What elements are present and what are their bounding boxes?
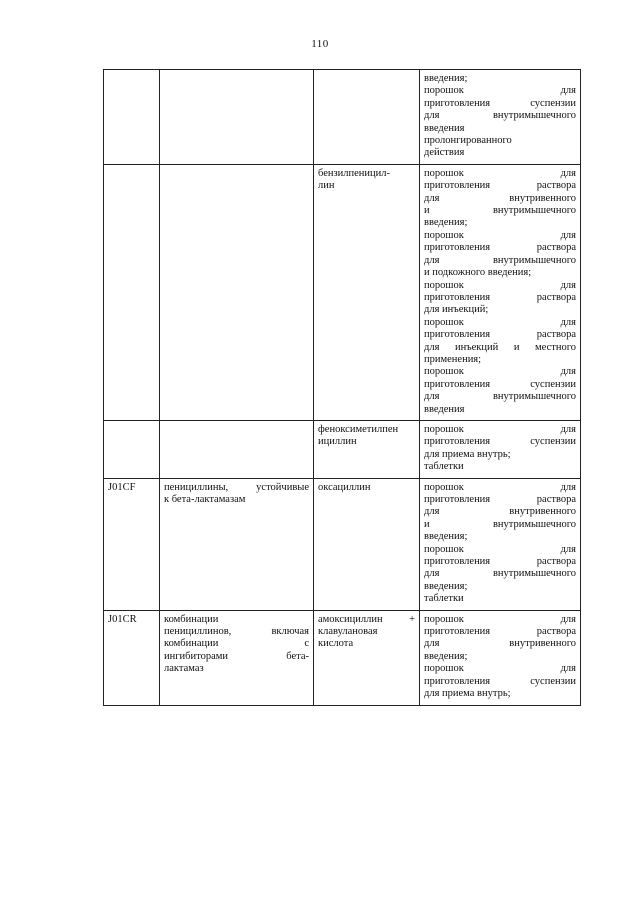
dosage-form-line: для внутримышечного	[424, 254, 576, 266]
dosage-form-line: приготовления раствора	[424, 291, 576, 303]
dosage-form-line: для инъекций;	[424, 304, 489, 316]
drug-name-line: кислота	[318, 638, 354, 650]
dosage-form-line: для приема внутрь;	[424, 448, 511, 460]
dosage-form-line: приготовления суспензии	[424, 436, 576, 448]
drug-group-line: пенициллины, устойчивые	[164, 481, 309, 493]
dosage-form-cell	[420, 70, 581, 165]
drug-name-line: лин	[318, 180, 335, 192]
dosage-form-line: порошок для	[424, 316, 576, 328]
drug-group-cell	[160, 420, 314, 478]
dosage-form-line: для внутримышечного	[424, 568, 576, 580]
page-number: 110	[311, 38, 329, 50]
dosage-form-line: применения;	[424, 353, 482, 365]
dosage-form-line: таблетки	[424, 461, 464, 473]
dosage-form-line: для внутривенного	[424, 638, 576, 650]
table-row	[104, 478, 581, 610]
dosage-form-line: введения;	[424, 73, 468, 84]
dosage-form-cell	[420, 610, 581, 705]
table-row	[104, 610, 581, 705]
drug-name-line: ициллин	[318, 436, 357, 448]
drug-name-line: феноксиметилпен	[318, 423, 399, 435]
dosage-form-line: приготовления раствора	[424, 626, 576, 638]
drug-group-cell	[160, 164, 314, 420]
drug-name-cell	[314, 164, 420, 420]
dosage-form-line: приготовления суспензии	[424, 378, 576, 390]
table-row	[104, 164, 581, 420]
dosage-form-line: введения;	[424, 650, 468, 662]
drug-name-line: оксациллин	[318, 481, 371, 493]
table-row	[104, 70, 581, 165]
dosage-form-line: действия	[424, 147, 465, 159]
dosage-form-line: порошок для	[424, 366, 576, 378]
dosage-form-line: порошок для	[424, 423, 576, 435]
table-body	[104, 70, 581, 706]
dosage-form-line: приготовления суспензии	[424, 675, 576, 687]
drug-group-line: комбинации с	[164, 638, 309, 650]
dosage-form-cell	[420, 478, 581, 610]
dosage-form-line: порошок для	[424, 85, 576, 97]
dosage-form-line: приготовления раствора	[424, 494, 576, 505]
drug-group-cell	[160, 610, 314, 705]
drug-name-line: клавулановая	[318, 626, 378, 638]
drug-name-line: амоксициллин +	[318, 613, 415, 625]
dosage-form-line: приготовления раствора	[424, 329, 576, 341]
drug-group-line: к бета-лактамазам	[164, 494, 246, 505]
dosage-form-line: для внутривенного	[424, 192, 576, 204]
dosage-form-line: порошок для	[424, 279, 576, 291]
dosage-form-line: введения;	[424, 217, 468, 229]
atc-code-cell	[104, 420, 160, 478]
dosage-form-line: для внутримышечного	[424, 110, 576, 122]
dosage-form-line: введения;	[424, 531, 468, 543]
dosage-form-line: таблетки	[424, 593, 464, 605]
atc-code-cell	[104, 164, 160, 420]
drug-name-cell	[314, 70, 420, 165]
drug-name-cell	[314, 478, 420, 610]
drug-name-cell	[314, 610, 420, 705]
drug-group-cell	[160, 70, 314, 165]
dosage-form-line: и внутримышечного	[424, 518, 576, 530]
dosage-form-line: введения;	[424, 580, 468, 592]
dosage-form-line: и внутримышечного	[424, 205, 576, 217]
dosage-form-line: введения	[424, 403, 465, 415]
dosage-form-line: порошок для	[424, 481, 576, 493]
drug-group-line: ингибиторами бета-	[164, 650, 309, 662]
dosage-form-line: порошок для	[424, 613, 576, 625]
table-row	[104, 420, 581, 478]
dosage-form-line: порошок для	[424, 543, 576, 555]
dosage-form-line: приготовления раствора	[424, 242, 576, 254]
dosage-form-line: для приема внутрь;	[424, 688, 511, 700]
atc-code-cell: J01CF	[104, 478, 160, 610]
dosage-form-line: приготовления раствора	[424, 180, 576, 192]
dosage-form-line: приготовления раствора	[424, 556, 576, 568]
dosage-form-line: для внутривенного	[424, 506, 576, 518]
atc-code-cell: J01CR	[104, 610, 160, 705]
drug-group-line: пенициллинов, включая	[164, 626, 309, 638]
drug-group-line: лактамаз	[164, 663, 204, 675]
dosage-form-line: приготовления суспензии	[424, 97, 576, 109]
drug-table	[103, 69, 581, 706]
drug-group-line: комбинации	[164, 613, 219, 625]
drug-group-cell	[160, 478, 314, 610]
drug-name-line: бензилпеницил-	[318, 167, 390, 179]
drug-name-cell	[314, 420, 420, 478]
dosage-form-cell	[420, 420, 581, 478]
atc-code-cell	[104, 70, 160, 165]
dosage-form-line: и подкожного введения;	[424, 267, 532, 279]
dosage-form-line: порошок для	[424, 167, 576, 179]
dosage-form-line: пролонгированного	[424, 135, 512, 147]
dosage-form-line: для инъекций и местного	[424, 341, 576, 353]
dosage-form-cell	[420, 164, 581, 420]
dosage-form-line: порошок для	[424, 229, 576, 241]
dosage-form-line: введения	[424, 122, 465, 134]
dosage-form-line: порошок для	[424, 663, 576, 675]
dosage-form-line: для внутримышечного	[424, 391, 576, 403]
